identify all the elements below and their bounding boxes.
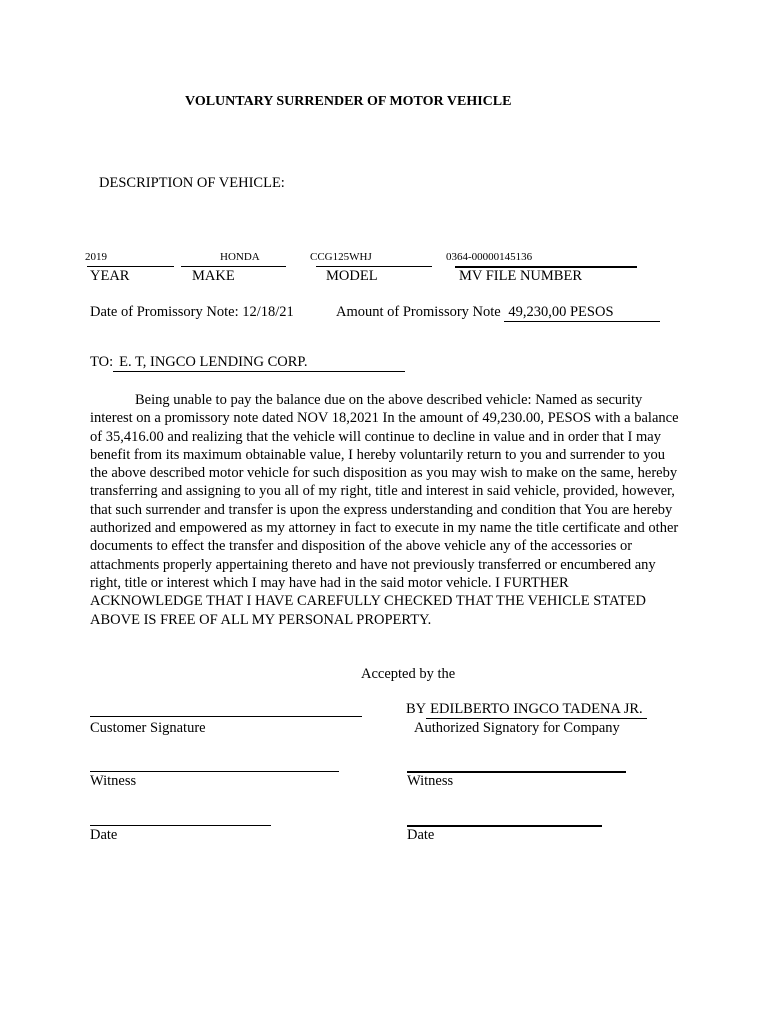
customer-signature-line <box>90 716 362 717</box>
document-title: VOLUNTARY SURRENDER OF MOTOR VEHICLE <box>185 94 512 109</box>
surrender-text: Being unable to pay the balance due on the above described vehicle: Named as security interest on a promissory note dated NOV 18,2021 In the amount of 49,230.00, PESOS with a balance of 35,416.00 and realizing that the vehicle will continue to decline in value and in order that I may benefit from its maximum obtainable value, I hereby voluntarily return to you and surrender to you the above described motor vehicle for such disposition as you may wish to make on the same, hereby transferring and assigning to you all of my right, title and interest in said vehicle, provided, however, that such surrender and transfer is upon the express understanding and condition that You are hereby authorized and empowered as my attorney in fact to execute in my name the title certificate and other documents to effect the transfer and disposition of the above vehicle any of the accessories or attachments properly appertaining thereto and have not previously transferred or encumbered any right, title or interest which I may have had in the said motor vehicle. I FURTHER ACKNOWLEDGE THAT I HAVE CAREFULLY CHECKED THAT THE VEHICLE STATED ABOVE IS FREE OF ALL MY PERSONAL PROPERTY. <box>90 392 679 628</box>
model-value: CCG125WHJ <box>310 251 372 263</box>
year-value: 2019 <box>85 251 107 263</box>
by-name: EDILBERTO INGCO TADENA JR. <box>426 701 647 719</box>
make-label: MAKE <box>192 268 235 284</box>
to-row <box>90 354 405 372</box>
date-left-label: Date <box>90 827 118 843</box>
by-prefix: BY <box>406 701 427 717</box>
accepted-by: Accepted by the <box>361 666 456 682</box>
witness-right-label: Witness <box>407 773 454 789</box>
mv-file-value: 0364-00000145136 <box>446 251 533 263</box>
promissory-amount-row <box>336 304 660 322</box>
make-value: HONDA <box>220 251 260 263</box>
date-right-line <box>407 825 602 827</box>
model-label: MODEL <box>326 268 378 284</box>
by-row <box>406 701 647 719</box>
witness-left-label: Witness <box>90 773 137 789</box>
authorized-signatory-label: Authorized Signatory for Company <box>414 720 620 736</box>
promissory-amount-value: 49,230,00 PESOS <box>504 304 659 322</box>
surrender-paragraph <box>90 391 680 629</box>
description-heading: DESCRIPTION OF VEHICLE: <box>99 175 285 191</box>
customer-signature-label: Customer Signature <box>90 720 206 736</box>
date-left-line <box>90 825 271 826</box>
witness-left-line <box>90 771 339 772</box>
year-underline <box>87 266 174 267</box>
to-label: TO: <box>90 354 114 370</box>
promissory-amount-label: Amount of Promissory Note <box>336 304 501 320</box>
mv-file-label: MV FILE NUMBER <box>459 268 582 284</box>
year-label: YEAR <box>90 268 130 284</box>
to-value: E. T, INGCO LENDING CORP. <box>113 354 405 372</box>
date-right-label: Date <box>407 827 435 843</box>
model-underline <box>316 266 432 267</box>
promissory-date: Date of Promissory Note: 12/18/21 <box>90 304 294 320</box>
make-underline <box>181 266 286 267</box>
